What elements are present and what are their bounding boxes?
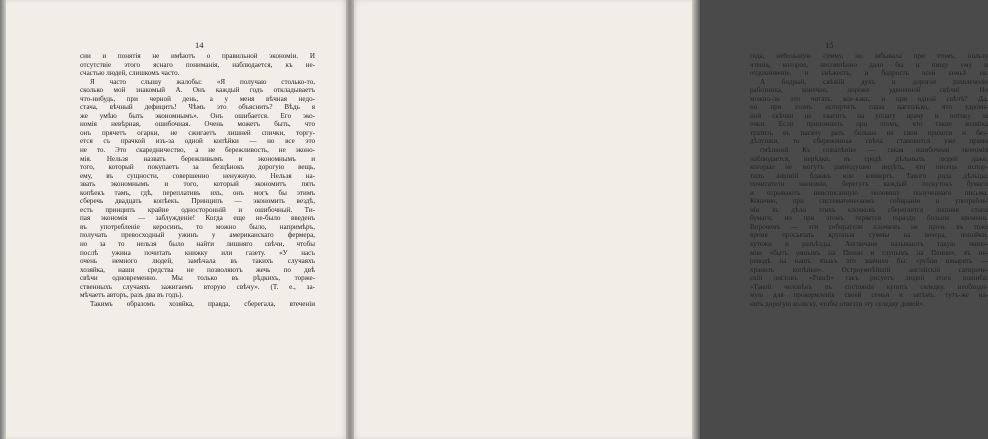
text-line: ной свѣчки не хватитъ на уплату врачу и оптику за <box>750 111 988 120</box>
text-line: нять дорогую коляску, чтобы отвезти эту селедку домой». <box>750 299 925 308</box>
text-line: счастью людей, слишкомъ часто. <box>80 69 180 78</box>
text-line: звать экономнымъ и того, который экономитъ пять <box>80 180 315 189</box>
text-line: работника, конечно, дороже удвоенной свѣчи! Но <box>750 86 988 95</box>
text-line: наблюдается, нерѣдко, въ средѣ дѣльныхъ людей даже, <box>750 154 988 163</box>
text-line: отдохновеніе, и свѣжесть, и бодрость всей семьѣ ея. <box>750 69 988 78</box>
text-line: не то. Это скаредничество, а не бережливость, не эконо- <box>80 146 315 155</box>
page-number: 15 <box>825 40 834 50</box>
book-gutter <box>346 0 354 439</box>
left-page <box>0 0 350 439</box>
text-line: стача, вѣчный дефицитъ! Чѣмъ это объяснить? Вѣдь я <box>80 103 315 112</box>
left-page-text <box>80 52 315 308</box>
text-line: Я часто слышу жалобы: «Я получаю столько-то, <box>90 77 315 86</box>
text-line: очки. Если припомнить при этомъ, что такие хозяйка <box>750 120 988 129</box>
text-line: ственныхъ случаяхъ зажигаемъ вторую свѣчу». (Т. е., за- <box>80 282 315 291</box>
page-edge <box>692 0 700 439</box>
text-line: «Такой человѣкъ въ состояніи купить селедку, необходи- <box>750 282 988 291</box>
right-page <box>350 0 988 439</box>
text-line: пая экономія — заблужденіе! Когда еще не-было введенъ <box>80 214 315 223</box>
text-line: въ употребленіе керосинъ, то можно было, напримѣръ, <box>80 222 315 231</box>
text-line: очень немного людей, замѣчала въ такихъ случаяхъ <box>80 257 315 266</box>
text-line: Впрочемъ — эти собиратели клочковъ не прочь въ тоже <box>750 222 988 231</box>
text-line: бумаги, но при этомъ теряется гораздо больше времени. <box>750 214 988 223</box>
text-line: мію «быть умнымъ на Пенни и глупымъ на Пенни», въ пе- <box>750 248 988 257</box>
page-edge <box>0 0 6 439</box>
text-line: и отрываютъ неисписанную половину полученнаго письма. <box>750 188 988 197</box>
text-line: смѣшной. Къ сожалѣнію — такая ошибочная экономія <box>760 146 988 155</box>
text-line: тилъ лишній бланкъ или конвертъ. Такого рода дѣльцы, <box>750 171 988 180</box>
page-number: 14 <box>195 40 204 50</box>
text-line: дѣлушки, то сбереженная свѣча становится уже прямо <box>750 137 988 146</box>
text-line: онъ прячетъ огарки, не сжигаетъ лишней спички, торгу- <box>80 128 315 137</box>
text-line: мѣчаетъ авторъ, разъ два въ годъ). <box>80 291 184 300</box>
text-line: скій листокъ «Punch» такъ рисуетъ людей этого пошиба: <box>750 274 988 283</box>
text-line: но за то нельзя было найти лишняго свѣчи, чтобы <box>80 240 315 249</box>
text-line: хозяйка, наши средства не позволяютъ жечь по двѣ <box>80 265 315 274</box>
text-line: свѣчи одновременно. Мы только въ рѣдкихъ, торже- <box>80 274 315 283</box>
text-line: Такимъ образомъ хозяйка, правда, сберегала, втеченіи <box>90 299 315 308</box>
text-line: хранить копѣйки». Остроумнѣйшій англійскій сатириче- <box>750 265 988 274</box>
text-line: тратить въ тысячу разъ больше на свои прихоти и без- <box>750 128 988 137</box>
text-line: но при этомъ испортить глаза настолько, что удвоен- <box>750 103 988 112</box>
text-line: номія невѣрная, ошибочная. Очень можетъ быть, что <box>80 120 315 129</box>
text-line: года, небольшую сумму, но забывала при этомъ, пользу <box>750 52 988 60</box>
text-line: реводѣ на нашъ языкъ это значило бы: «рубли швырять — <box>750 257 988 266</box>
text-line: сколько мой знакомый А. Онъ каждый годъ откладываетъ <box>80 86 315 95</box>
text-line: Конечно, при систематическомъ собираніи и употребле- <box>750 197 988 206</box>
text-line: чтенія, которое, несомнѣнно дало бы и пищу уму и <box>750 60 988 69</box>
text-line: сии и понятія не имѣютъ о правильной экономіи. И <box>80 52 315 60</box>
text-line: ему, въ сущности, совершенно ненужную. Нельзя на- <box>80 171 315 180</box>
text-line: ется съ прачкой изъ-за одной копѣйки — но все это <box>80 137 315 146</box>
text-line: копѣекъ тамъ, гдѣ, переплативъ ихъ, онъ могъ бы этимъ <box>80 188 315 197</box>
text-line: же умѣю быть экономнымъ». Онъ ошибается. Его эко- <box>80 111 315 120</box>
text-line: кутежи и разъѣзды. Англичане называютъ такую эконо- <box>750 240 988 249</box>
right-page-text <box>750 52 988 308</box>
text-line: получать превосходный ужинъ у американскаго фермера, <box>80 231 315 240</box>
text-line: того, который покупаетъ за безцѣнокъ дорогую вещь, <box>80 163 315 172</box>
text-line: мія. Нельзя назвать бережливымъ и экономнымъ и <box>80 154 315 163</box>
text-line: сберечь двадцать копѣекъ. Принципъ — экономить вездѣ, <box>80 197 315 206</box>
text-line: А бодрый, свѣжій духъ и дорогое развлеченіе <box>760 77 988 86</box>
text-line: ніи въ дѣло этихъ клочковъ сберегается лишняя стопа <box>750 205 988 214</box>
text-line: можно-ли это читать, кое-какъ, и при одной свѣчѣ? Да, <box>750 94 988 103</box>
text-line: послѣ ужина почитать книжку или газету. «У насъ <box>80 248 315 257</box>
text-line: время просыпать крупныя суммы на вечера, попойки, <box>750 231 988 240</box>
text-line: мую для прокормленія своей семьи и затѣмъ, тутъ-же на- <box>750 291 988 300</box>
text-line: почитатели экономіи, берегутъ каждый лоскутокъ бумаги <box>750 180 988 189</box>
text-line: что-нибудь, при черной день, а у меня вѣчная недо- <box>80 94 315 103</box>
text-line: отсутствіе этого яснаго пониманія, наблюдается, къ не- <box>80 60 315 69</box>
text-line: есть принципъ крайне односторонній и ошибочный. Ти- <box>80 205 315 214</box>
text-line: которые не могутъ равнодушно видѣть, что писецъ испор- <box>750 163 988 172</box>
